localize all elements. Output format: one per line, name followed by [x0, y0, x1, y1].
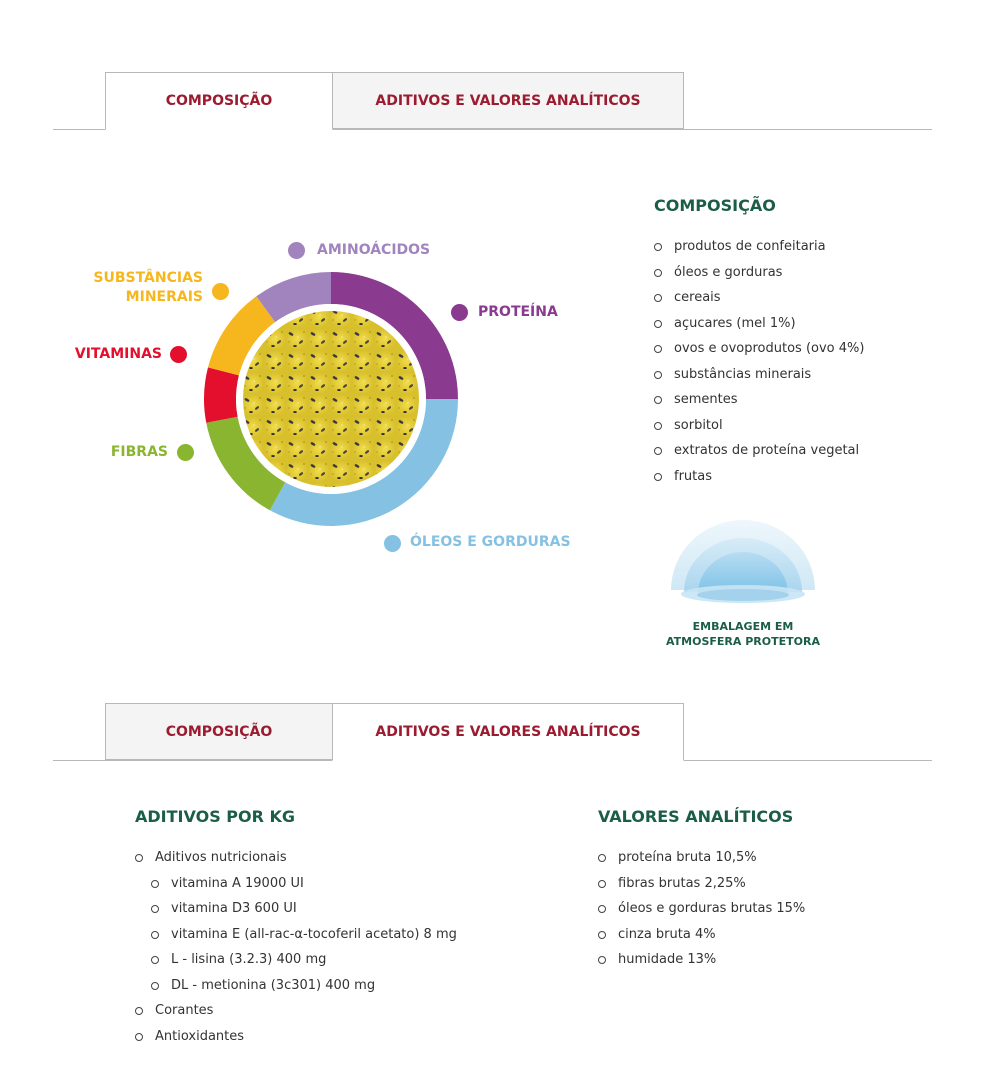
list-item: [135, 1001, 457, 1027]
list-item: sorbitol: [654, 416, 864, 442]
vitaminas-dot: [170, 346, 187, 363]
additives-list: [135, 848, 457, 1052]
additive-group-label: Aditivos nutricionais: [155, 850, 287, 865]
composition-list: [654, 237, 864, 492]
top-tab-bar: [53, 72, 932, 130]
list-item: sementes: [654, 390, 864, 416]
vitaminas-label: VITAMINAS: [74, 346, 162, 362]
list-item: vitamina E (all-rac-α-tocoferil acetato) 8 mg: [151, 925, 457, 951]
list-item: vitamina D3 600 UI: [151, 899, 457, 925]
slice-vitaminas: [204, 367, 239, 422]
list-item: extratos de proteína vegetal: [654, 441, 864, 467]
list-item: frutas: [654, 467, 864, 493]
packaging-label: [640, 619, 846, 649]
aminoacidos-label: AMINOÁCIDOS: [317, 242, 431, 258]
oleos-dot: [384, 535, 401, 552]
analytical-list: [598, 848, 805, 976]
minerais-label-line1: SUBSTÂNCIAS: [93, 270, 203, 286]
nutritional-sub-list: [151, 874, 457, 1002]
list-item: humidade 13%: [598, 950, 805, 976]
proteina-label: PROTEÍNA: [478, 304, 558, 320]
tab-composicao[interactable]: COMPOSIÇÃO: [105, 72, 333, 130]
list-item: [135, 848, 457, 874]
food-image: [243, 311, 419, 487]
packaging-label-line1: EMBALAGEM EM: [692, 620, 794, 633]
list-item: produtos de confeitaria: [654, 237, 864, 263]
composition-title: COMPOSIÇÃO: [654, 196, 776, 215]
additive-group-label: Corantes: [155, 1003, 214, 1018]
additives-title: ADITIVOS POR KG: [135, 807, 296, 826]
list-item: cinza bruta 4%: [598, 925, 805, 951]
list-item: DL - metionina (3c301) 400 mg: [151, 976, 457, 1002]
list-item: L - lisina (3.2.3) 400 mg: [151, 950, 457, 976]
list-item: proteína bruta 10,5%: [598, 848, 805, 874]
donut-svg: [0, 130, 620, 670]
tab-composicao-bottom[interactable]: COMPOSIÇÃO: [105, 703, 333, 760]
minerais-dot: [212, 283, 229, 300]
packaging-label-line2: ATMOSFERA PROTETORA: [666, 635, 820, 648]
list-item: substâncias minerais: [654, 365, 864, 391]
composition-donut-chart: [0, 130, 620, 670]
list-item: [135, 1027, 457, 1053]
oleos-label: ÓLEOS E GORDURAS: [410, 534, 571, 550]
list-item: vitamina A 19000 UI: [151, 874, 457, 900]
list-item: óleos e gorduras: [654, 263, 864, 289]
list-item: óleos e gorduras brutas 15%: [598, 899, 805, 925]
sub-list-wrapper: [135, 874, 457, 1002]
tab-aditivos[interactable]: ADITIVOS E VALORES ANALÍTICOS: [332, 72, 684, 129]
list-item: ovos e ovoprodutos (ovo 4%): [654, 339, 864, 365]
list-item: fibras brutas 2,25%: [598, 874, 805, 900]
minerais-label: [60, 269, 203, 307]
proteina-dot: [451, 304, 468, 321]
list-item: açucares (mel 1%): [654, 314, 864, 340]
dome-icon: [668, 518, 818, 608]
fibras-dot: [177, 444, 194, 461]
additive-group-label: Antioxidantes: [155, 1028, 245, 1044]
aminoacidos-dot: [288, 242, 305, 259]
minerais-label-line2: MINERAIS: [125, 289, 203, 305]
analytical-title: VALORES ANALÍTICOS: [598, 807, 794, 826]
fibras-label: FIBRAS: [110, 444, 168, 460]
bottom-tab-bar: [53, 703, 932, 761]
list-item: cereais: [654, 288, 864, 314]
tab-aditivos-bottom[interactable]: ADITIVOS E VALORES ANALÍTICOS: [332, 703, 684, 761]
